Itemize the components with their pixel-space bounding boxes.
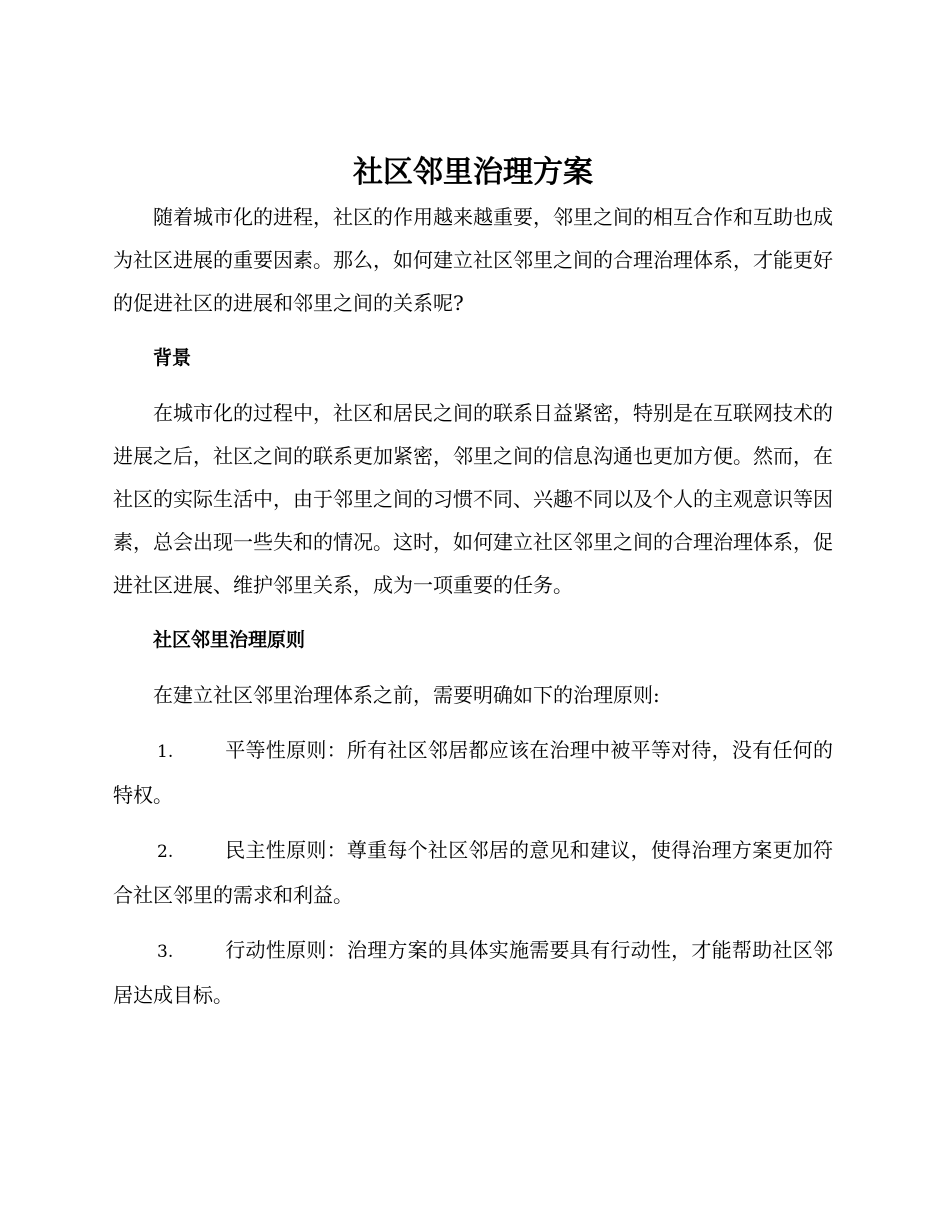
- principle-item-3: [113, 929, 833, 1017]
- spacer: [113, 662, 833, 674]
- document-title: 社区邻里治理方案: [353, 155, 593, 190]
- spacer: [113, 325, 833, 337]
- spacer: [113, 917, 833, 929]
- principle-text: 行动性原则：治理方案的具体实施需要具有行动性，才能帮助社区邻居达成目标。: [113, 938, 833, 1007]
- spacer: [113, 380, 833, 392]
- principle-text: 民主性原则：尊重每个社区邻居的意见和建议，使得治理方案更加符合社区邻里的需求和利益。: [113, 838, 833, 907]
- principle-item-1: [113, 729, 833, 817]
- background-paragraph: 在城市化的过程中，社区和居民之间的联系日益紧密，特别是在互联网技术的进展之后，社区之间的联系更加紧密，邻里之间的信息沟通也更加方便。然而，在社区的实际生活中，由于邻里之间的习惯不同、兴趣不同以及个人的主观意识等因素，总会出现一些失和的情况。这时，如何建立社区邻里之间的合理治理体系，促进社区进展、维护邻里关系，成为一项重要的任务。: [113, 401, 833, 597]
- principle-number: 3.: [157, 942, 174, 962]
- principle-item-2: [113, 829, 833, 917]
- spacer: [113, 717, 833, 729]
- section-heading-principles: 社区邻里治理原则: [153, 629, 306, 651]
- principle-text: 平等性原则：所有社区邻居都应该在治理中被平等对待，没有任何的特权。: [113, 738, 833, 807]
- section-heading-background: 背景: [153, 347, 192, 369]
- spacer: [113, 817, 833, 829]
- spacer: [113, 607, 833, 619]
- principle-number: 1.: [157, 742, 174, 762]
- document-page: [113, 150, 833, 1017]
- intro-paragraph: 随着城市化的进程，社区的作用越来越重要，邻里之间的相互合作和互助也成为社区进展的重要因素。那么，如何建立社区邻里之间的合理治理体系，才能更好的促进社区的进展和邻里之间的关系呢?: [113, 205, 833, 315]
- principles-intro-paragraph: 在建立社区邻里治理体系之前，需要明确如下的治理原则:: [153, 683, 660, 707]
- principle-number: 2.: [157, 842, 174, 862]
